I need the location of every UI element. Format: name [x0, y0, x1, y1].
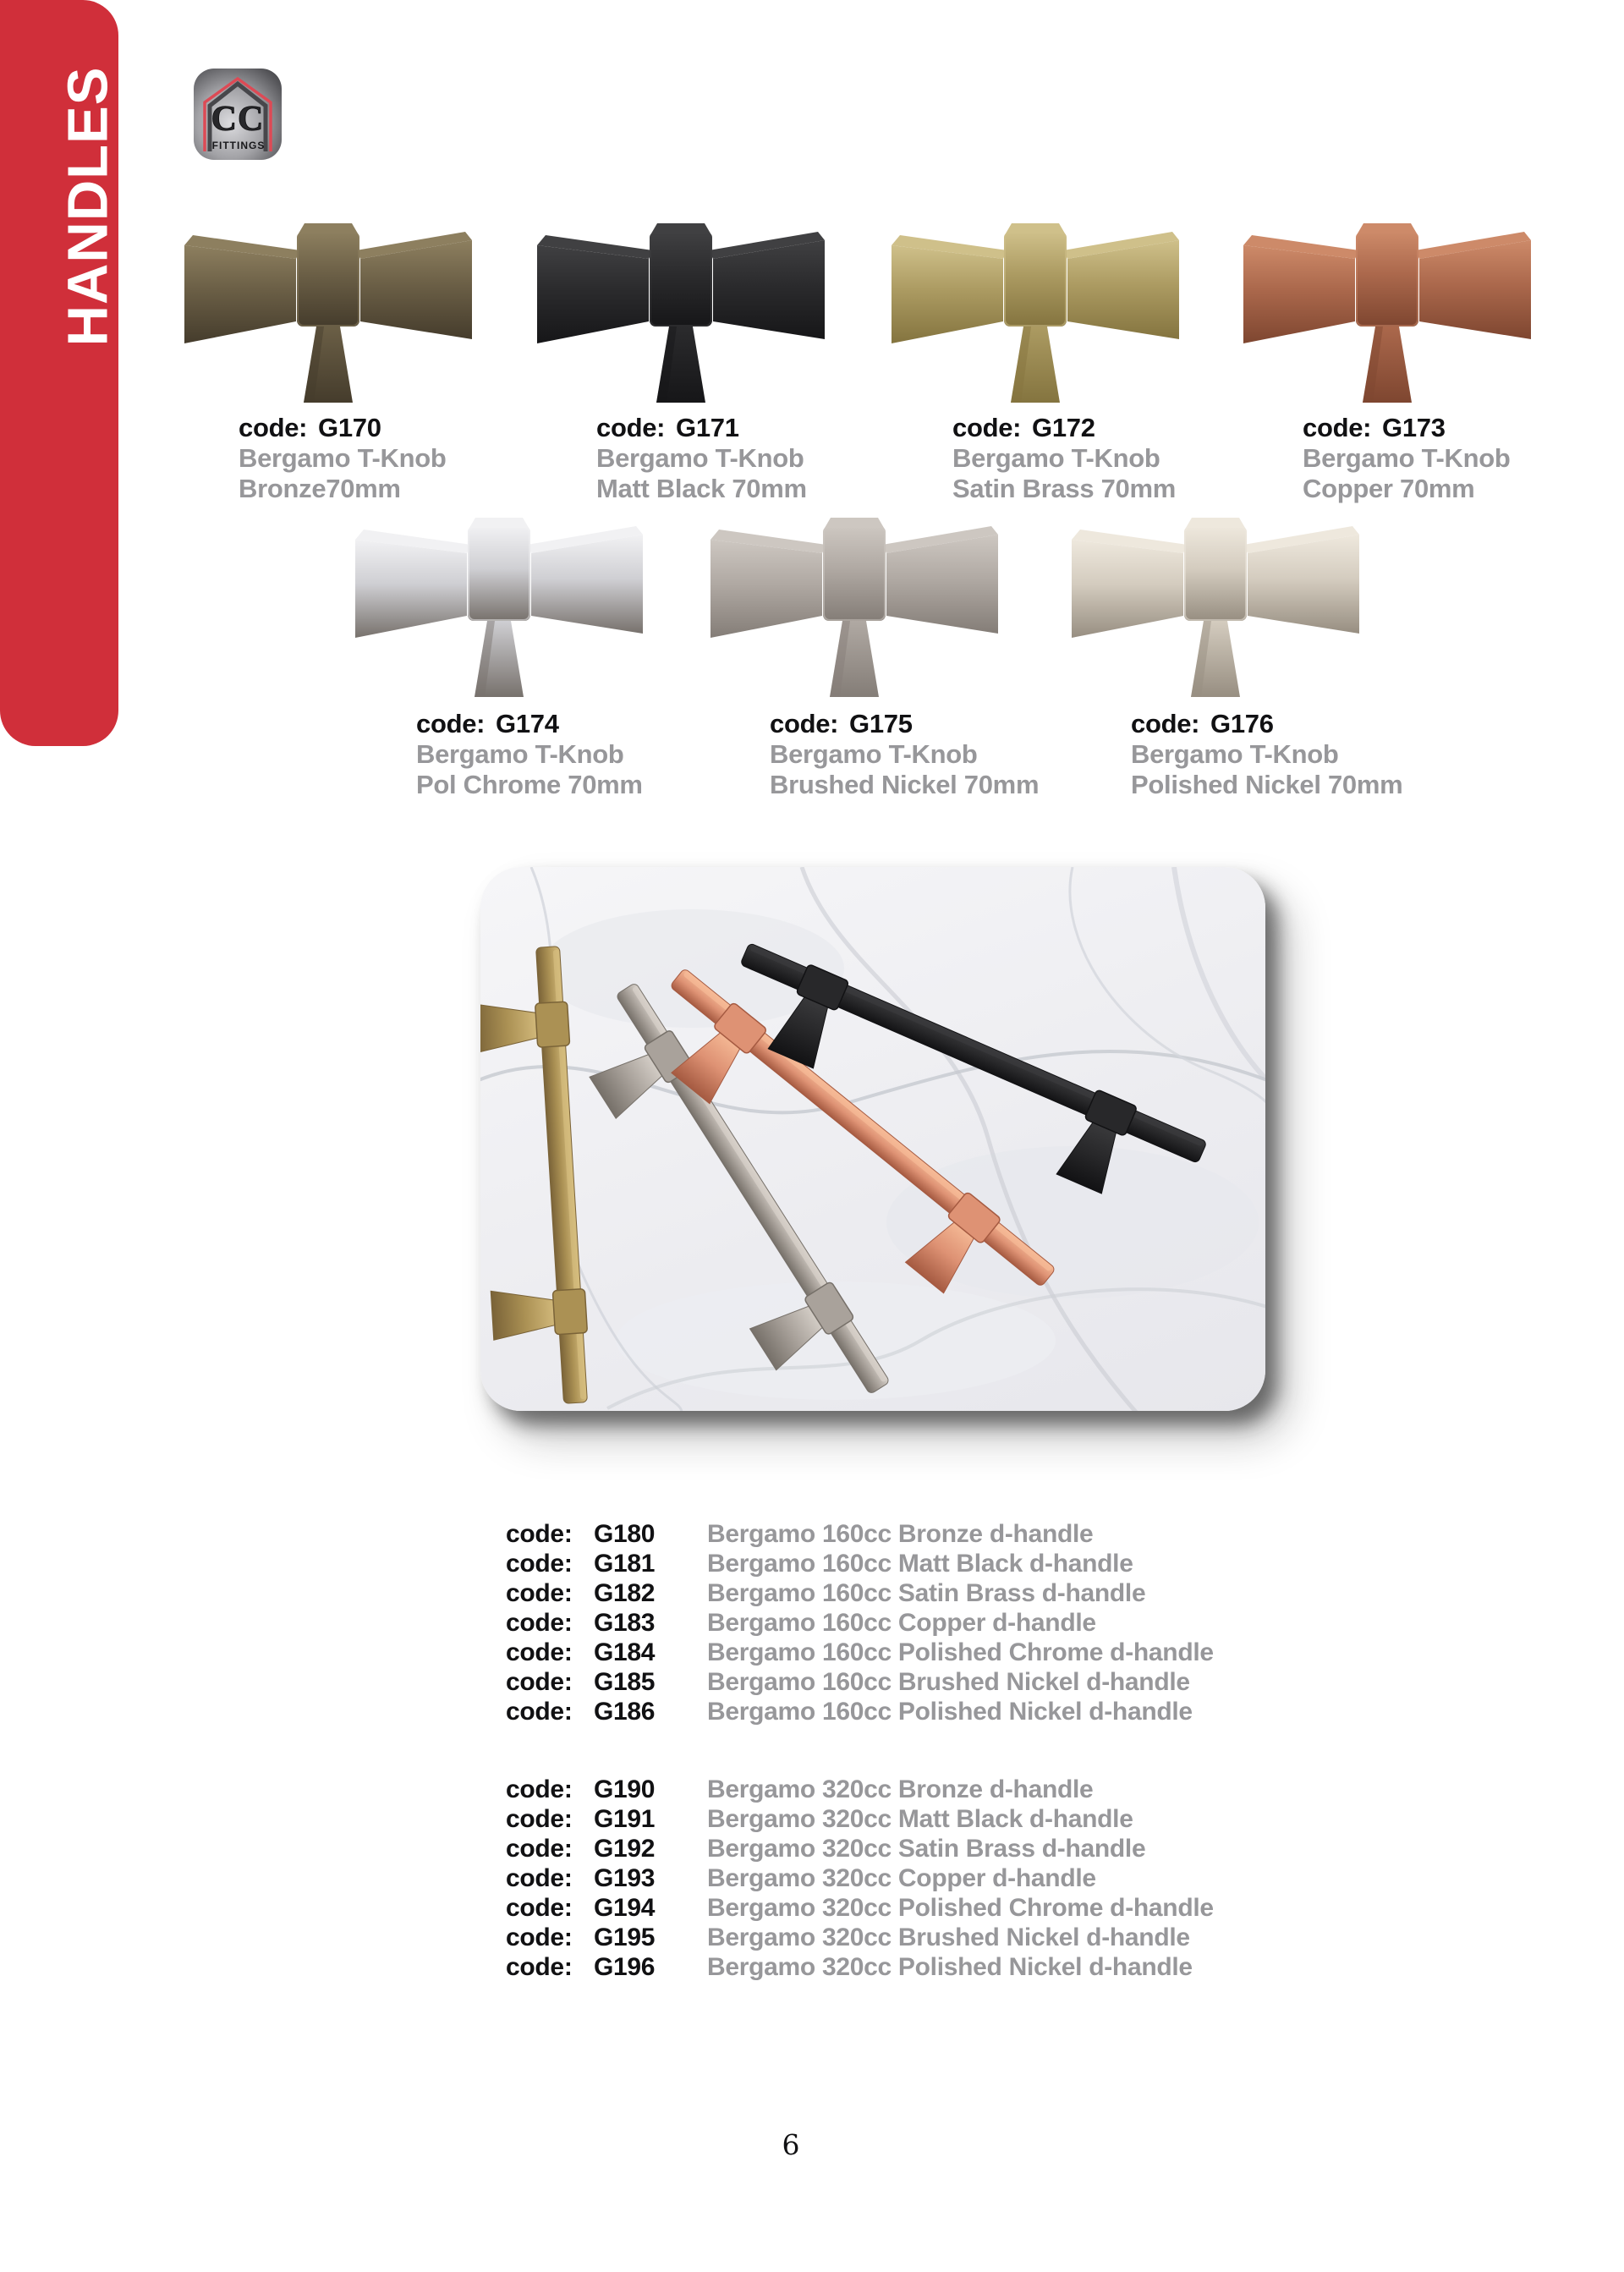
code-label: code: [506, 1835, 573, 1863]
code-label: code: [506, 1864, 573, 1892]
code-list-row [506, 1953, 1214, 1983]
product-finish: Pol Chrome 70mm [416, 770, 643, 799]
product-name: Bergamo T-Knob [239, 443, 447, 473]
code-label: code: [1131, 709, 1200, 738]
product-name: Bergamo T-Knob [1303, 443, 1511, 473]
code-description: Bergamo 160cc Matt Black d-handle [707, 1550, 1133, 1578]
logo-brand-text: CC [211, 100, 265, 139]
code-label: code: [770, 709, 839, 738]
code-value: G183 [594, 1609, 656, 1637]
code-value: G174 [496, 709, 559, 738]
product-code-line [1303, 413, 1511, 443]
product-code-line [1131, 709, 1402, 739]
code-list-row [506, 1864, 1214, 1894]
product-caption [1303, 413, 1511, 504]
page-number: 6 [782, 2128, 800, 2161]
logo-sub-text: FITTINGS [211, 140, 266, 151]
product-image-g172 [883, 210, 1188, 413]
code-label: code: [596, 413, 666, 442]
category-label: HANDLES [56, 66, 120, 347]
code-value: G185 [594, 1668, 656, 1696]
code-list-row [506, 1550, 1214, 1579]
cc-fittings-logo-icon [193, 68, 283, 161]
product-image-g170 [176, 210, 480, 413]
code-value: G172 [1032, 413, 1095, 442]
code-list-320cc [506, 1775, 1214, 1983]
product-name: Bergamo T-Knob [1131, 739, 1339, 769]
code-description: Bergamo 160cc Bronze d-handle [707, 1520, 1094, 1548]
product-image-g176 [1063, 504, 1368, 707]
code-description: Bergamo 320cc Polished Nickel d-handle [707, 1953, 1193, 1981]
code-description: Bergamo 320cc Bronze d-handle [707, 1775, 1094, 1803]
code-value: G173 [1382, 413, 1446, 442]
code-label: code: [506, 1609, 573, 1637]
code-list-row [506, 1638, 1214, 1668]
product-code-line [770, 709, 1039, 739]
product-finish: Copper 70mm [1303, 474, 1475, 503]
code-label: code: [506, 1698, 573, 1726]
code-label: code: [506, 1579, 573, 1607]
code-value: G196 [594, 1953, 656, 1981]
code-label: code: [506, 1924, 573, 1951]
code-list-row [506, 1698, 1214, 1727]
product-name: Bergamo T-Knob [416, 739, 624, 769]
code-value: G181 [594, 1550, 656, 1578]
code-list-row [506, 1775, 1214, 1805]
code-list-row [506, 1894, 1214, 1924]
product-code-line [952, 413, 1176, 443]
code-description: Bergamo 320cc Copper d-handle [707, 1864, 1096, 1892]
code-description: Bergamo 320cc Polished Chrome d-handle [707, 1894, 1214, 1922]
product-caption [1131, 709, 1402, 800]
code-label: code: [239, 413, 308, 442]
code-value: G194 [594, 1894, 656, 1922]
code-value: G195 [594, 1924, 656, 1951]
code-description: Bergamo 160cc Satin Brass d-handle [707, 1579, 1146, 1607]
code-list-row [506, 1805, 1214, 1835]
code-value: G175 [849, 709, 913, 738]
code-label: code: [506, 1520, 573, 1548]
product-finish: Polished Nickel 70mm [1131, 770, 1403, 799]
code-label: code: [506, 1953, 573, 1981]
product-finish: Brushed Nickel 70mm [770, 770, 1040, 799]
code-value: G176 [1210, 709, 1274, 738]
code-description: Bergamo 160cc Polished Chrome d-handle [707, 1638, 1214, 1666]
code-list-row [506, 1520, 1214, 1550]
code-label: code: [506, 1894, 573, 1922]
product-name: Bergamo T-Knob [952, 443, 1160, 473]
product-code-line [596, 413, 807, 443]
product-name: Bergamo T-Knob [596, 443, 804, 473]
code-description: Bergamo 160cc Brushed Nickel d-handle [707, 1668, 1190, 1696]
product-caption [239, 413, 447, 504]
code-value: G171 [676, 413, 739, 442]
code-label: code: [506, 1805, 573, 1833]
product-finish: Matt Black 70mm [596, 474, 807, 503]
product-image-g175 [702, 504, 1007, 707]
code-value: G184 [594, 1638, 656, 1666]
code-list-row [506, 1668, 1214, 1698]
code-label: code: [506, 1550, 573, 1578]
product-image-g173 [1235, 210, 1539, 413]
code-value: G192 [594, 1835, 656, 1863]
code-description: Bergamo 160cc Polished Nickel d-handle [707, 1698, 1193, 1726]
product-code-line [239, 413, 447, 443]
code-label: code: [506, 1668, 573, 1696]
code-value: G190 [594, 1775, 656, 1803]
product-finish: Satin Brass 70mm [952, 474, 1176, 503]
code-label: code: [416, 709, 486, 738]
code-list-row [506, 1609, 1214, 1638]
code-description: Bergamo 320cc Matt Black d-handle [707, 1805, 1133, 1833]
code-value: G180 [594, 1520, 656, 1548]
code-list-160cc [506, 1520, 1214, 1727]
code-label: code: [506, 1775, 573, 1803]
code-description: Bergamo 320cc Satin Brass d-handle [707, 1835, 1146, 1863]
code-list-row [506, 1924, 1214, 1953]
category-sidebar [0, 0, 118, 746]
product-caption [770, 709, 1039, 800]
code-value: G182 [594, 1579, 656, 1607]
code-label: code: [952, 413, 1022, 442]
code-label: code: [1303, 413, 1372, 442]
code-value: G193 [594, 1864, 656, 1892]
code-list-row [506, 1579, 1214, 1609]
code-description: Bergamo 160cc Copper d-handle [707, 1609, 1096, 1637]
d-handle [480, 946, 591, 1408]
d-handles-marble-photo [480, 867, 1265, 1411]
code-value: G191 [594, 1805, 656, 1833]
product-name: Bergamo T-Knob [770, 739, 978, 769]
product-code-line [416, 709, 643, 739]
product-caption [416, 709, 643, 800]
product-image-g171 [529, 210, 833, 413]
code-value: G186 [594, 1698, 656, 1726]
code-list-row [506, 1835, 1214, 1864]
code-label: code: [506, 1638, 573, 1666]
product-image-g174 [347, 504, 651, 707]
product-finish: Bronze70mm [239, 474, 401, 503]
code-description: Bergamo 320cc Brushed Nickel d-handle [707, 1924, 1190, 1951]
product-caption [596, 413, 807, 504]
code-value: G170 [318, 413, 381, 442]
product-caption [952, 413, 1176, 504]
